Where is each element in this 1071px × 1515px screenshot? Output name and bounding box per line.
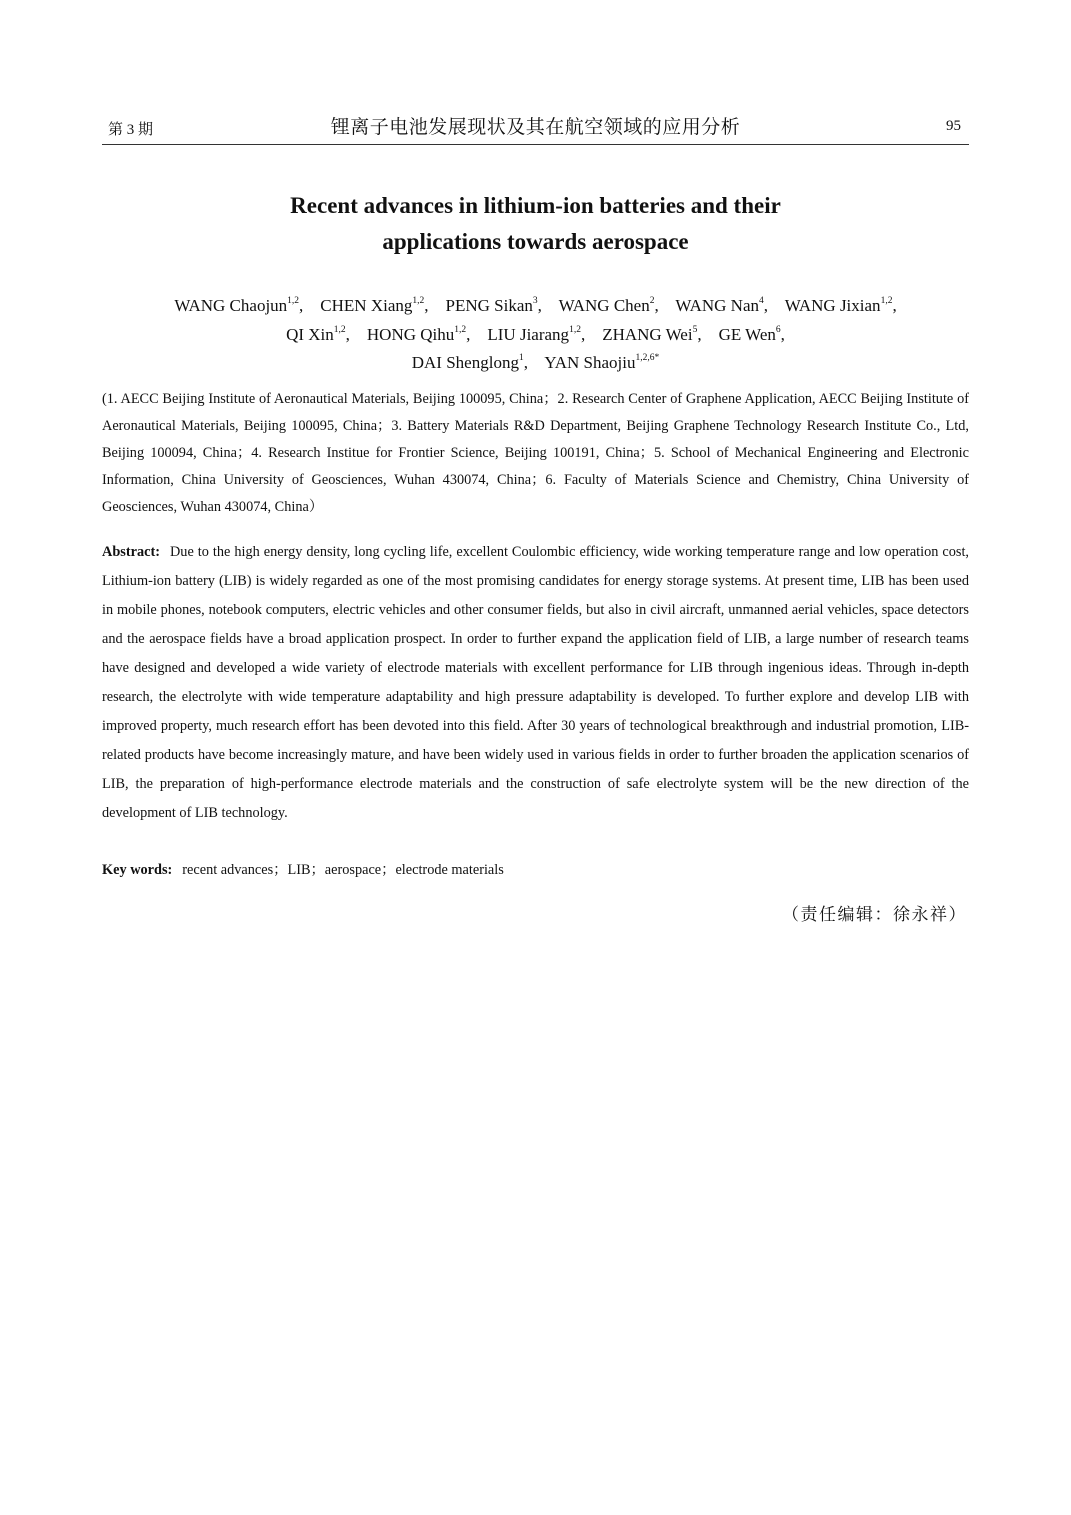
- keywords: [102, 857, 969, 884]
- author: WANG Chen$^2$,: [558, 296, 659, 315]
- author: HONG Qihu$^{1,2}$,: [366, 324, 471, 344]
- author: GE Wen$^6$,: [718, 324, 785, 344]
- page-number: 95: [946, 118, 961, 134]
- keywords-text: recent advances；LIB；aerospace；electrode materials: [182, 862, 504, 878]
- abstract: [102, 538, 969, 828]
- paper-title: [102, 188, 969, 260]
- author: DAI Shenglong$^1$,: [411, 353, 528, 372]
- abstract-text: Due to the high energy density, long cycling life, excellent Coulombic efficiency, wide working temperature range and low operation cost, Lithium-ion battery (LIB) is widely regarded as one of the most promising candidates for energy storage systems. At present time, LIB has been used in mobile phones, notebook computers, electric vehicles and other consumer fields, but also in civil aircraft, unmanned aerial vehicles, space detectors and the aerospace fields have a broad application prospect. In order to further expand the application field of LIB, a large number of research teams have designed and developed a wide variety of electrode materials with excellent performance for LIB through ingenious ideas. Through in-depth research, the electrolyte with wide temperature adaptability and high pressure adaptability is developed. To further explore and develop LIB with improved property, much research effort has been devoted into this field. After 30 years of technological breakthrough and industrial promotion, LIB-related products have become increasingly mature, and have been widely used in various fields in order to further broaden the application scenarios of LIB, the preparation of high-performance electrode materials and the construction of safe electrolyte system will be the new direction of the development of LIB technology.: [102, 544, 969, 821]
- author: LIU Jiarang$^{1,2}$,: [487, 324, 586, 344]
- author: WANG Chaojun$^{1,2}$,: [174, 296, 304, 315]
- affiliations: (1. AECC Beijing Institute of Aeronautical Materials, Beijing 100095, China；2. Research Center of Graphene Application, AECC Beijing Institute of Aeronautical Materials, Beijing 100095, China；3. Battery Materials R&D Department, Beijing Graphene Technology Research Institute Co., Ltd, Beijing 100094, China；4. Research Institue for Frontier Science, Beijing 100191, China；5. School of Mechanical Engineering and Electronic Information, China University of Geosciences, Wuhan 430074, China；6. Faculty of Materials Science and Chemistry, China University of Geosciences, Wuhan 430074, China）: [102, 391, 969, 515]
- abstract-label: Abstract:: [102, 544, 160, 560]
- author: CHEN Xiang$^{1,2}$,: [320, 296, 429, 315]
- author: YAN Shaojiu$^{1,2,6*}$: [544, 353, 660, 372]
- issue-number: 第 3 期: [108, 122, 154, 138]
- author-list: [102, 292, 969, 378]
- author: QI Xin$^{1,2}$,: [286, 324, 350, 344]
- paper-title-line-2: applications towards aerospace: [382, 229, 689, 254]
- running-title: 锂离子电池发展现状及其在航空领域的应用分析: [330, 117, 741, 138]
- author: WANG Jixian$^{1,2}$,: [784, 296, 897, 315]
- paper-title-line-1: Recent advances in lithium-ion batteries and their: [290, 193, 781, 218]
- author-line-2: [102, 321, 969, 350]
- running-header: [102, 112, 969, 145]
- author: ZHANG Wei$^5$,: [602, 324, 702, 344]
- author: WANG Nan$^4$,: [675, 296, 768, 315]
- author-line-3: [102, 349, 969, 378]
- responsible-editor: （责任编辑：徐永祥）: [782, 905, 967, 924]
- author: PENG Sikan$^3$,: [445, 296, 542, 315]
- keywords-label: Key words:: [102, 862, 173, 878]
- author-line-1: [102, 292, 969, 321]
